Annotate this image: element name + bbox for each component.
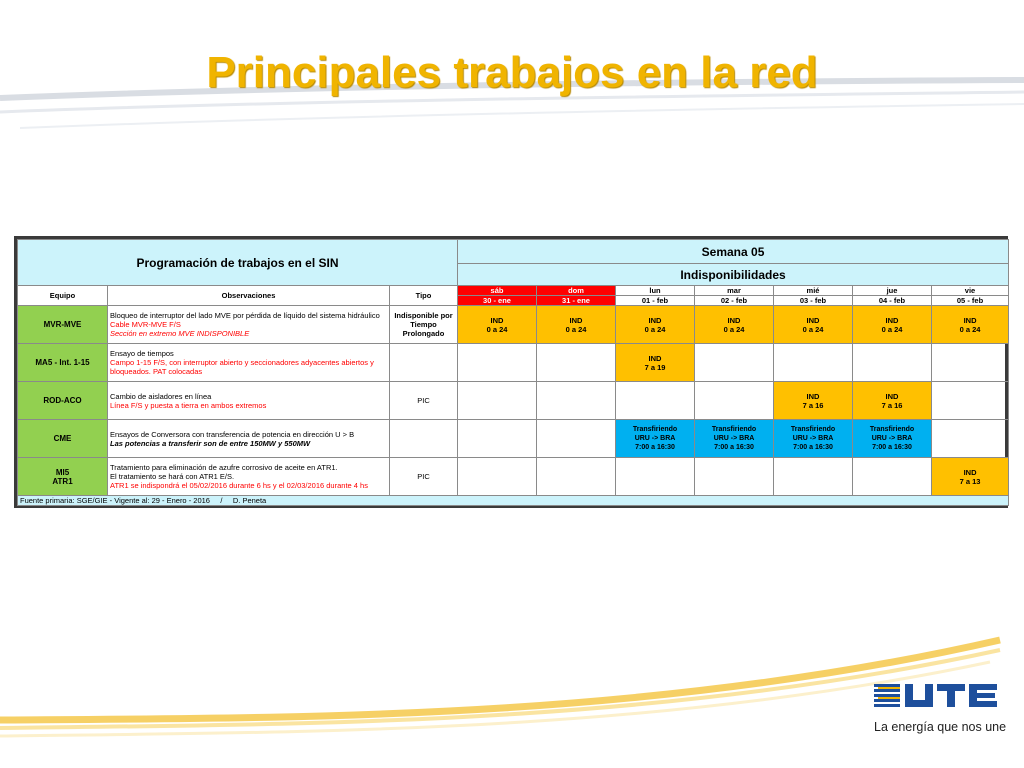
day-name-3: mar <box>695 286 774 296</box>
empty-cell <box>616 382 695 420</box>
column-header-equipo: Equipo <box>18 286 108 306</box>
cell-hours: 0 a 24 <box>644 324 666 334</box>
slide-title: Principales trabajos en la red <box>206 48 818 97</box>
observation-line: Las potencias a transferir son de entre 150MW y 550MW <box>110 438 311 448</box>
day-name-2: lun <box>616 286 695 296</box>
unavailability-cell <box>616 306 695 344</box>
observation-line: Línea F/S y puesta a tierra en ambos extremos <box>110 400 267 410</box>
column-header-observaciones: Observaciones <box>108 286 390 306</box>
day-date-0: 30 - ene <box>458 296 537 306</box>
observaciones-cell <box>108 382 390 420</box>
cell-status: Transfiriendo <box>869 426 915 433</box>
cell-status: Transfiriendo <box>632 426 678 433</box>
observaciones-cell <box>108 420 390 458</box>
cell-hours: 7 a 16 <box>802 400 824 410</box>
tipo-cell: PIC <box>390 382 458 420</box>
empty-cell <box>774 458 853 496</box>
empty-cell <box>932 344 1009 382</box>
cell-hours: 7:00 a 16:30 <box>714 444 754 451</box>
equipo-cell: MVR-MVE <box>18 306 108 344</box>
empty-cell <box>537 458 616 496</box>
empty-cell <box>695 458 774 496</box>
cell-status: IND <box>569 315 583 325</box>
observaciones-cell <box>108 344 390 382</box>
day-date-2: 01 - feb <box>616 296 695 306</box>
cell-hours: 0 a 24 <box>723 324 745 334</box>
tipo-cell <box>390 420 458 458</box>
equipo-cell: MA5 - Int. 1-15 <box>18 344 108 382</box>
schedule-header-left: Programación de trabajos en el SIN <box>18 240 458 286</box>
observation-line: Sección en extremo MVE INDISPONIBLE <box>110 329 250 338</box>
cell-direction: URU -> BRA <box>871 435 913 442</box>
week-label: Semana 05 <box>458 240 1009 264</box>
day-date-4: 03 - feb <box>774 296 853 306</box>
cell-hours: 7 a 13 <box>959 476 981 486</box>
observation-line: Bloqueo de interruptor del lado MVE por pérdida de líquido del sistema hidráulico <box>110 311 380 320</box>
ute-logo <box>872 676 1012 746</box>
cell-status: IND <box>806 391 820 401</box>
unavailability-cell <box>853 382 932 420</box>
empty-cell <box>932 420 1009 458</box>
cell-status: IND <box>885 315 899 325</box>
empty-cell <box>458 458 537 496</box>
equipo-cell: CME <box>18 420 108 458</box>
cell-hours: 0 a 24 <box>486 324 508 334</box>
tipo-cell: PIC <box>390 458 458 496</box>
cell-hours: 0 a 24 <box>959 324 981 334</box>
empty-cell <box>458 420 537 458</box>
observation-line: Campo 1-15 F/S, con interruptor abierto y seccionadores adyacentes abiertos y bloqueados. PAT colocadas <box>110 358 374 376</box>
day-date-5: 04 - feb <box>853 296 932 306</box>
schedule-row <box>18 306 1009 344</box>
unavailability-cell <box>458 306 537 344</box>
equipo-cell: MI5 ATR1 <box>18 458 108 496</box>
cell-status: Transfiriendo <box>790 426 836 433</box>
empty-cell <box>537 382 616 420</box>
logo-slogan: La energía que nos une <box>874 720 1007 734</box>
schedule-table-frame <box>14 236 1008 508</box>
cell-hours: 7 a 16 <box>881 400 903 410</box>
empty-cell <box>458 344 537 382</box>
unavailability-cell <box>774 306 853 344</box>
observaciones-cell <box>108 458 390 496</box>
empty-cell <box>458 382 537 420</box>
cell-status: IND <box>648 315 662 325</box>
cell-status: IND <box>963 315 977 325</box>
empty-cell <box>774 344 853 382</box>
observation-line: Tratamiento para eliminación de azufre corrosivo de aceite en ATR1. <box>110 463 338 472</box>
table-footer-source: Fuente primaria: SGE/GIE - Vigente al: 29 - Enero - 2016 / D. Peneta <box>18 496 1009 506</box>
schedule-row <box>18 420 1009 458</box>
cell-status: IND <box>490 315 504 325</box>
cell-hours: 7 a 19 <box>644 362 666 372</box>
empty-cell <box>695 344 774 382</box>
empty-cell <box>932 382 1009 420</box>
day-name-0: sáb <box>458 286 537 296</box>
empty-cell <box>537 344 616 382</box>
schedule-row <box>18 382 1009 420</box>
cell-direction: URU -> BRA <box>713 435 755 442</box>
cell-hours: 7:00 a 16:30 <box>872 444 912 451</box>
day-name-4: mié <box>774 286 853 296</box>
cell-status: IND <box>885 391 899 401</box>
observation-line: ATR1 se indispondrá el 05/02/2016 durante 6 hs y el 02/03/2016 durante 4 hs <box>110 481 368 490</box>
observation-line: Ensayos de Conversora con transferencia de potencia en dirección U > B <box>110 429 355 439</box>
empty-cell <box>853 458 932 496</box>
empty-cell <box>537 420 616 458</box>
observation-line: El tratamiento se hará con ATR1 E/S. <box>110 472 235 481</box>
day-name-6: vie <box>932 286 1009 296</box>
transfer-cell <box>695 420 774 458</box>
unavailability-cell <box>932 458 1009 496</box>
unavailability-cell <box>616 344 695 382</box>
schedule-table <box>17 239 1009 506</box>
ute-logo-icon <box>872 676 1012 716</box>
cell-status: IND <box>963 467 977 477</box>
cell-direction: URU -> BRA <box>634 435 676 442</box>
observation-line: Cambio de aisladores en línea <box>110 391 212 401</box>
observaciones-cell <box>108 306 390 344</box>
transfer-cell <box>616 420 695 458</box>
unavailability-cell <box>774 382 853 420</box>
unavailability-cell <box>932 306 1009 344</box>
transfer-cell <box>774 420 853 458</box>
equipo-cell: ROD-ACO <box>18 382 108 420</box>
tipo-cell <box>390 344 458 382</box>
day-date-3: 02 - feb <box>695 296 774 306</box>
day-name-1: dom <box>537 286 616 296</box>
cell-status: IND <box>727 315 741 325</box>
observation-line: Ensayo de tiempos <box>110 349 174 358</box>
section-label: Indisponibilidades <box>458 264 1009 286</box>
schedule-row <box>18 344 1009 382</box>
tipo-cell: Indisponible por Tiempo Prolongado <box>390 306 458 344</box>
day-date-6: 05 - feb <box>932 296 1009 306</box>
day-name-5: jue <box>853 286 932 296</box>
cell-hours: 0 a 24 <box>565 324 587 334</box>
cell-status: Transfiriendo <box>711 426 757 433</box>
unavailability-cell <box>853 306 932 344</box>
cell-hours: 0 a 24 <box>881 324 903 334</box>
unavailability-cell <box>695 306 774 344</box>
cell-hours: 7:00 a 16:30 <box>635 444 675 451</box>
column-header-tipo: Tipo <box>390 286 458 306</box>
observation-line: Cable MVR-MVE F/S <box>110 320 181 329</box>
transfer-cell <box>853 420 932 458</box>
cell-status: IND <box>648 353 662 363</box>
cell-hours: 0 a 24 <box>802 324 824 334</box>
empty-cell <box>616 458 695 496</box>
empty-cell <box>853 344 932 382</box>
schedule-row <box>18 458 1009 496</box>
cell-hours: 7:00 a 16:30 <box>793 444 833 451</box>
empty-cell <box>695 382 774 420</box>
day-date-1: 31 - ene <box>537 296 616 306</box>
cell-direction: URU -> BRA <box>792 435 834 442</box>
unavailability-cell <box>537 306 616 344</box>
cell-status: IND <box>806 315 820 325</box>
